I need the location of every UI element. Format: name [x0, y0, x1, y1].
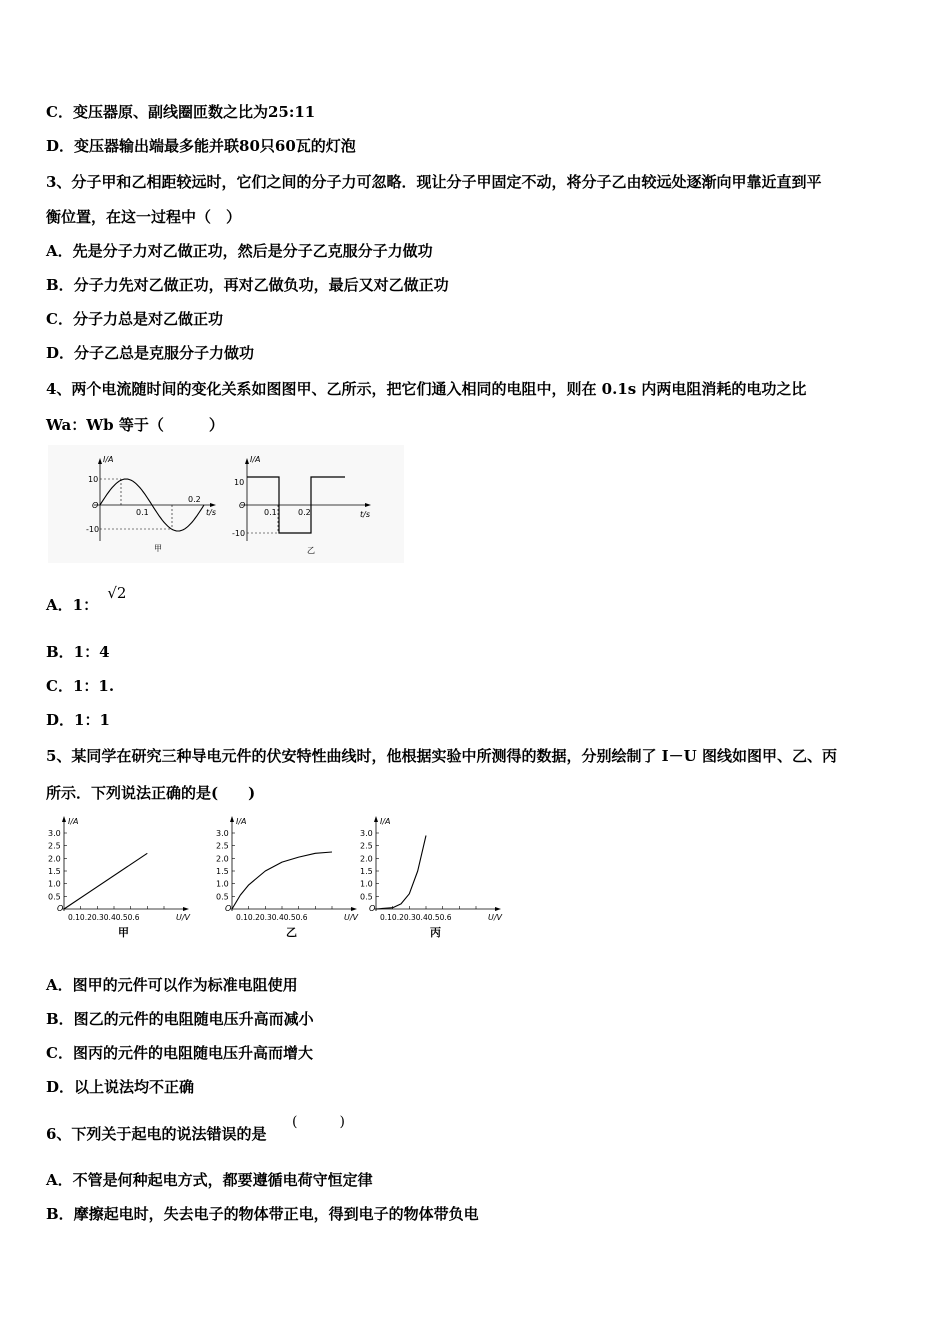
chart0-origin: O — [57, 904, 64, 913]
option-q5-b: B．图乙的元件的电阻随电压升高而减小 — [46, 1010, 314, 1028]
chart0-ytick-3: 2.0 — [48, 854, 61, 864]
chart0-ytick-4: 2.5 — [48, 841, 61, 851]
q4-figure — [48, 445, 404, 563]
question-5-line-1: 5、某同学在研究三种导电元件的伏安特性曲线时，他根据实验中所测得的数据，分别绘制了 I－U 图线如图甲、乙、丙 — [46, 747, 837, 765]
question-4-line-2: Wa：Wb 等于（ ） — [46, 416, 224, 434]
option-q4-a-label: A．1： — [46, 596, 99, 614]
chart0-xlabel: U/V — [176, 913, 191, 922]
jia-xlabel: t/s — [206, 508, 216, 517]
chart1-ylabel: I/A — [236, 817, 247, 826]
option-q4-c: C．1：1. — [46, 677, 115, 695]
chart2-ytick-2: 1.5 — [360, 867, 373, 876]
option-q5-a: A．图甲的元件可以作为标准电阻使用 — [46, 976, 298, 994]
jia-origin: O — [92, 501, 99, 510]
option-q3-b: B．分子力先对乙做正功，再对乙做负功，最后又对乙做正功 — [46, 276, 449, 294]
question-6-line-1: 6、下列关于起电的说法错误的是 — [46, 1125, 267, 1143]
chart2-xtick-labels: 0.10.20.30.40.50.6 — [380, 913, 452, 922]
question-5-line-2: 所示．下列说法正确的是( ) — [46, 784, 256, 802]
jia-tick-0.1: 0.1 — [136, 508, 149, 517]
chart1-ytick-2: 1.5 — [216, 867, 229, 876]
chart2-origin: O — [369, 904, 376, 913]
sqrt-2-expression: √2 — [107, 584, 127, 602]
option-q5-d: D．以上说法均不正确 — [46, 1078, 195, 1096]
chart2-curve — [376, 836, 426, 910]
chart0-ytick-0: 0.5 — [48, 892, 61, 902]
chart0-x-arrow — [183, 907, 189, 911]
chart1-xtick-labels: 0.10.20.30.40.50.6 — [236, 913, 308, 922]
option-q4-d: D．1：1 — [46, 711, 110, 729]
yi-ylabel: I/A — [250, 455, 261, 464]
question-3-line-1: 3、分子甲和乙相距较远时，它们之间的分子力可忽略．现让分子甲固定不动，将分子乙由较远处逐渐向甲靠近直到平 — [46, 173, 822, 191]
option-q3-d: D．分子乙总是克服分子力做功 — [46, 344, 255, 362]
chart1-ytick-1: 1.0 — [216, 879, 229, 889]
chart2-ylabel: I/A — [380, 817, 391, 826]
jia-caption: 甲 — [154, 544, 162, 553]
chart1-origin: O — [225, 904, 232, 913]
jia-tick-neg10: -10 — [86, 525, 100, 534]
yi-tick-0.2: 0.2 — [298, 508, 311, 517]
chart2-xlabel: U/V — [488, 913, 503, 922]
chart2-ytick-4: 2.5 — [360, 841, 373, 851]
option-q4-b: B．1：4 — [46, 643, 110, 661]
chart0-ytick-1: 1.0 — [48, 879, 61, 889]
yi-xlabel: t/s — [360, 510, 370, 519]
chart2-x-arrow — [495, 907, 501, 911]
chart0-ylabel: I/A — [68, 817, 79, 826]
question-3-line-2: 衡位置，在这一过程中（ ） — [46, 208, 242, 226]
chart1-y-arrow — [230, 816, 234, 822]
chart0-caption: 甲 — [118, 926, 129, 939]
option-q3-c: C．分子力总是对乙做正功 — [46, 310, 223, 328]
option-q6-a: A．不管是何种起电方式，都要遵循电荷守恒定律 — [46, 1171, 373, 1189]
chart2-y-arrow — [374, 816, 378, 822]
option-q2-c: C．变压器原、副线圈匝数之比为25:11 — [46, 103, 316, 121]
option-q4-a — [46, 584, 127, 615]
chart2-ytick-1: 1.0 — [360, 879, 373, 889]
question-4-line-1: 4、两个电流随时间的变化关系如图图甲、乙所示，把它们通入相同的电阻中，则在 0.1s 内两电阻消耗的电功之比 — [46, 380, 807, 398]
chart0-y-arrow — [62, 816, 66, 822]
q5-figures — [40, 812, 510, 944]
option-q3-a: A．先是分子力对乙做正功，然后是分子乙克服分子力做功 — [46, 242, 433, 260]
chart2-caption: 丙 — [430, 926, 441, 939]
chart1-curve — [232, 852, 332, 909]
chart0-xtick-labels: 0.10.20.30.40.50.6 — [68, 913, 140, 922]
jia-tick-0.2: 0.2 — [188, 495, 201, 504]
option-q2-d: D．变压器输出端最多能并联80只60瓦的灯泡 — [46, 137, 356, 155]
chart0-ytick-2: 1.5 — [48, 867, 61, 876]
yi-origin: O — [239, 501, 246, 510]
option-q5-c: C．图丙的元件的电阻随电压升高而增大 — [46, 1044, 313, 1062]
chart1-ytick-4: 2.5 — [216, 841, 229, 851]
option-q6-b: B．摩擦起电时，失去电子的物体带正电，得到电子的物体带负电 — [46, 1205, 479, 1223]
chart1-ytick-3: 2.0 — [216, 854, 229, 864]
jia-tick-10: 10 — [88, 475, 99, 484]
chart1-ytick-5: 3.0 — [216, 829, 229, 838]
yi-tick-0.1: 0.1 — [264, 508, 277, 517]
chart1-x-arrow — [351, 907, 357, 911]
chart1-caption: 乙 — [286, 926, 297, 939]
chart2-ytick-3: 2.0 — [360, 854, 373, 864]
yi-tick-10: 10 — [234, 478, 245, 487]
chart2-ytick-0: 0.5 — [360, 892, 373, 902]
question-6-paren: ( ) — [292, 1114, 345, 1130]
chart1-ytick-0: 0.5 — [216, 892, 229, 902]
jia-ylabel: I/A — [103, 455, 114, 464]
chart1-xlabel: U/V — [344, 913, 359, 922]
chart0-curve — [64, 853, 147, 909]
chart2-ytick-5: 3.0 — [360, 829, 373, 838]
yi-tick-neg10: -10 — [232, 529, 246, 538]
yi-caption: 乙 — [307, 546, 315, 555]
chart0-ytick-5: 3.0 — [48, 829, 61, 838]
